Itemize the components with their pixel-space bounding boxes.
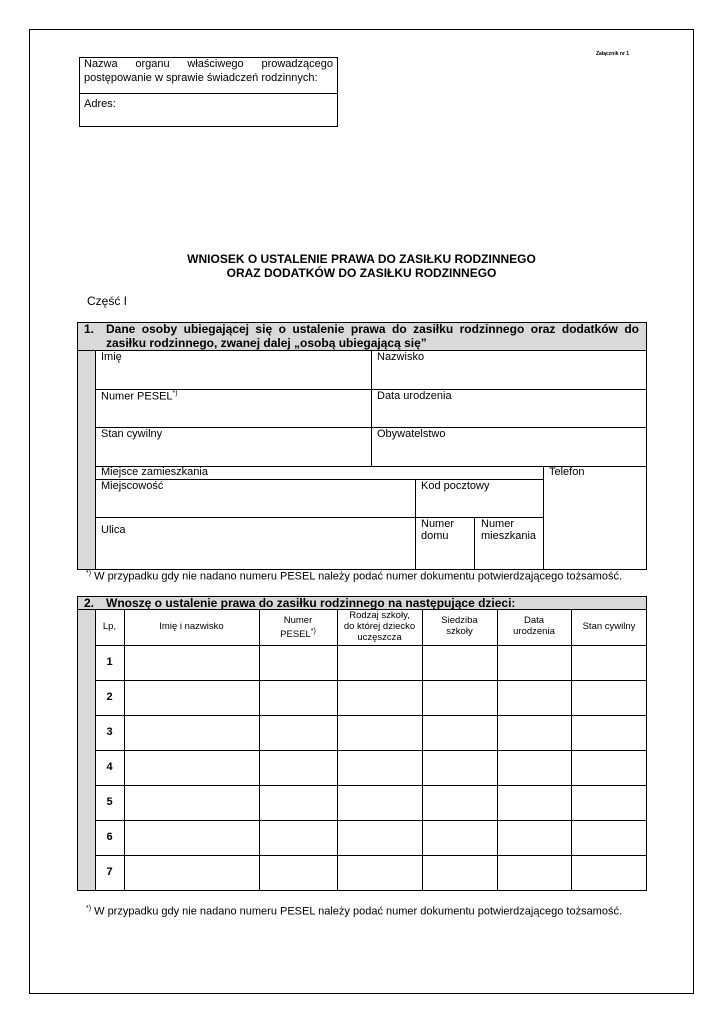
s1-line xyxy=(95,517,543,518)
s1-line xyxy=(95,427,647,428)
footnote-text: W przypadku gdy nie nadano numeru PESEL należy podać numer dokumentu potwierdzającego tożsamość. xyxy=(94,570,623,583)
pesel-footnote-mark: *) xyxy=(172,390,178,397)
civil-status-field[interactable]: Stan cywilny xyxy=(101,428,163,440)
s1-line xyxy=(95,389,647,390)
section1-left-gray xyxy=(78,350,95,569)
flat-number-field[interactable] xyxy=(481,518,536,542)
pesel-field[interactable] xyxy=(101,390,178,403)
col-school xyxy=(337,610,422,643)
footnote-text: W przypadku gdy nie nadano numeru PESEL należy podać numer dokumentu potwierdzającego tożsamość. xyxy=(94,905,623,918)
s1-line xyxy=(474,517,475,570)
section1-heading-line2: zasiłku rodzinnego, zwanej dalej „osobą ubiegającą się” xyxy=(106,336,427,350)
house-number-field[interactable] xyxy=(421,518,454,542)
s2-line xyxy=(95,820,647,821)
col-lp: Lp, xyxy=(102,621,117,632)
col-seat xyxy=(422,615,497,637)
footnote-mark: *) xyxy=(86,905,92,912)
section1-frame xyxy=(77,322,647,570)
row-number: 7 xyxy=(106,866,113,878)
authority-name-line1: Nazwa organu właściwego prowadzącego xyxy=(84,58,333,70)
col-seat-2: szkoły xyxy=(446,626,473,637)
col-seat-1: Siedziba xyxy=(441,615,478,626)
col-pesel xyxy=(259,615,337,640)
s2-line xyxy=(95,785,647,786)
s1-line xyxy=(95,350,96,570)
row-number: 1 xyxy=(106,656,113,668)
section2-number: 2. xyxy=(84,596,95,610)
title-line2: ORAZ DODATKÓW DO ZASIŁKU RODZINNEGO xyxy=(226,266,497,280)
citizenship-field[interactable]: Obywatelstwo xyxy=(377,428,446,440)
col-bdate-1: Data xyxy=(523,615,545,626)
section2-heading: Wnoszę o ustalenie prawa do zasiłku rodzinnego na następujące dzieci: xyxy=(106,596,516,610)
col-pesel-2-wrap xyxy=(259,626,337,640)
flat-number-label-1: Numer xyxy=(481,518,515,530)
col-status: Stan cywilny xyxy=(582,621,636,632)
s1-line xyxy=(371,350,372,466)
col-bdate-2: urodzenia xyxy=(513,626,555,637)
house-number-label-1: Numer xyxy=(421,518,455,530)
col-school-2: do której dziecko xyxy=(343,621,416,632)
s2-line xyxy=(95,855,647,856)
last-name-field[interactable]: Nazwisko xyxy=(377,351,425,363)
row-number: 3 xyxy=(106,726,113,738)
row-number: 2 xyxy=(106,691,113,703)
part-label: Część I xyxy=(87,294,128,308)
authority-name-line2: postępowanie w sprawie świadczeń rodzinnych: xyxy=(84,72,318,84)
residence-label: Miejsce zamieszkania xyxy=(101,466,208,478)
house-number-label-2: domu xyxy=(421,530,449,542)
s2-line xyxy=(95,750,647,751)
first-name-field[interactable]: Imię xyxy=(101,351,122,363)
authority-divider xyxy=(79,93,338,94)
col-pesel-1: Numer xyxy=(283,615,313,626)
address-label: Adres: xyxy=(84,98,116,110)
col-school-3: uczęszcza xyxy=(357,632,402,643)
s2-line xyxy=(95,680,647,681)
s2-line xyxy=(95,715,647,716)
birth-date-field[interactable]: Data urodzenia xyxy=(377,390,452,402)
section1-number: 1. xyxy=(84,322,95,336)
section1-heading-line1: Dane osoby ubiegającej się o ustalenie prawa do zasiłku rodzinnego oraz dodatków do xyxy=(106,322,639,336)
s1-line xyxy=(415,479,416,570)
s2-line xyxy=(95,645,647,646)
row-number: 5 xyxy=(106,796,113,808)
postal-code-field[interactable]: Kod pocztowy xyxy=(421,480,490,492)
pesel-label: Numer PESEL xyxy=(101,390,173,403)
col-school-1: Rodzaj szkoły, xyxy=(349,610,410,621)
col-pesel-2: PESEL xyxy=(280,629,311,641)
row-number: 4 xyxy=(106,761,113,773)
row-number: 6 xyxy=(106,831,113,843)
section1-footnote xyxy=(86,570,622,583)
section2-footnote xyxy=(86,905,622,918)
section2-left-gray xyxy=(78,609,95,890)
phone-field[interactable]: Telefon xyxy=(549,466,585,478)
title-line1: WNIOSEK O USTALENIE PRAWA DO ZASIŁKU RODZINNEGO xyxy=(187,252,536,266)
city-field[interactable]: Miejscowość xyxy=(101,480,164,492)
col-name: Imię i nazwisko xyxy=(159,621,224,632)
attachment-label: Załącznik nr 1 xyxy=(596,51,630,57)
col-pesel-mark: *) xyxy=(310,628,316,635)
flat-number-label-2: mieszkania xyxy=(481,530,537,542)
footnote-mark: *) xyxy=(86,570,92,577)
s1-line xyxy=(78,350,647,351)
col-bdate xyxy=(497,615,571,637)
street-field[interactable]: Ulica xyxy=(101,524,126,536)
s1-line xyxy=(543,466,544,570)
